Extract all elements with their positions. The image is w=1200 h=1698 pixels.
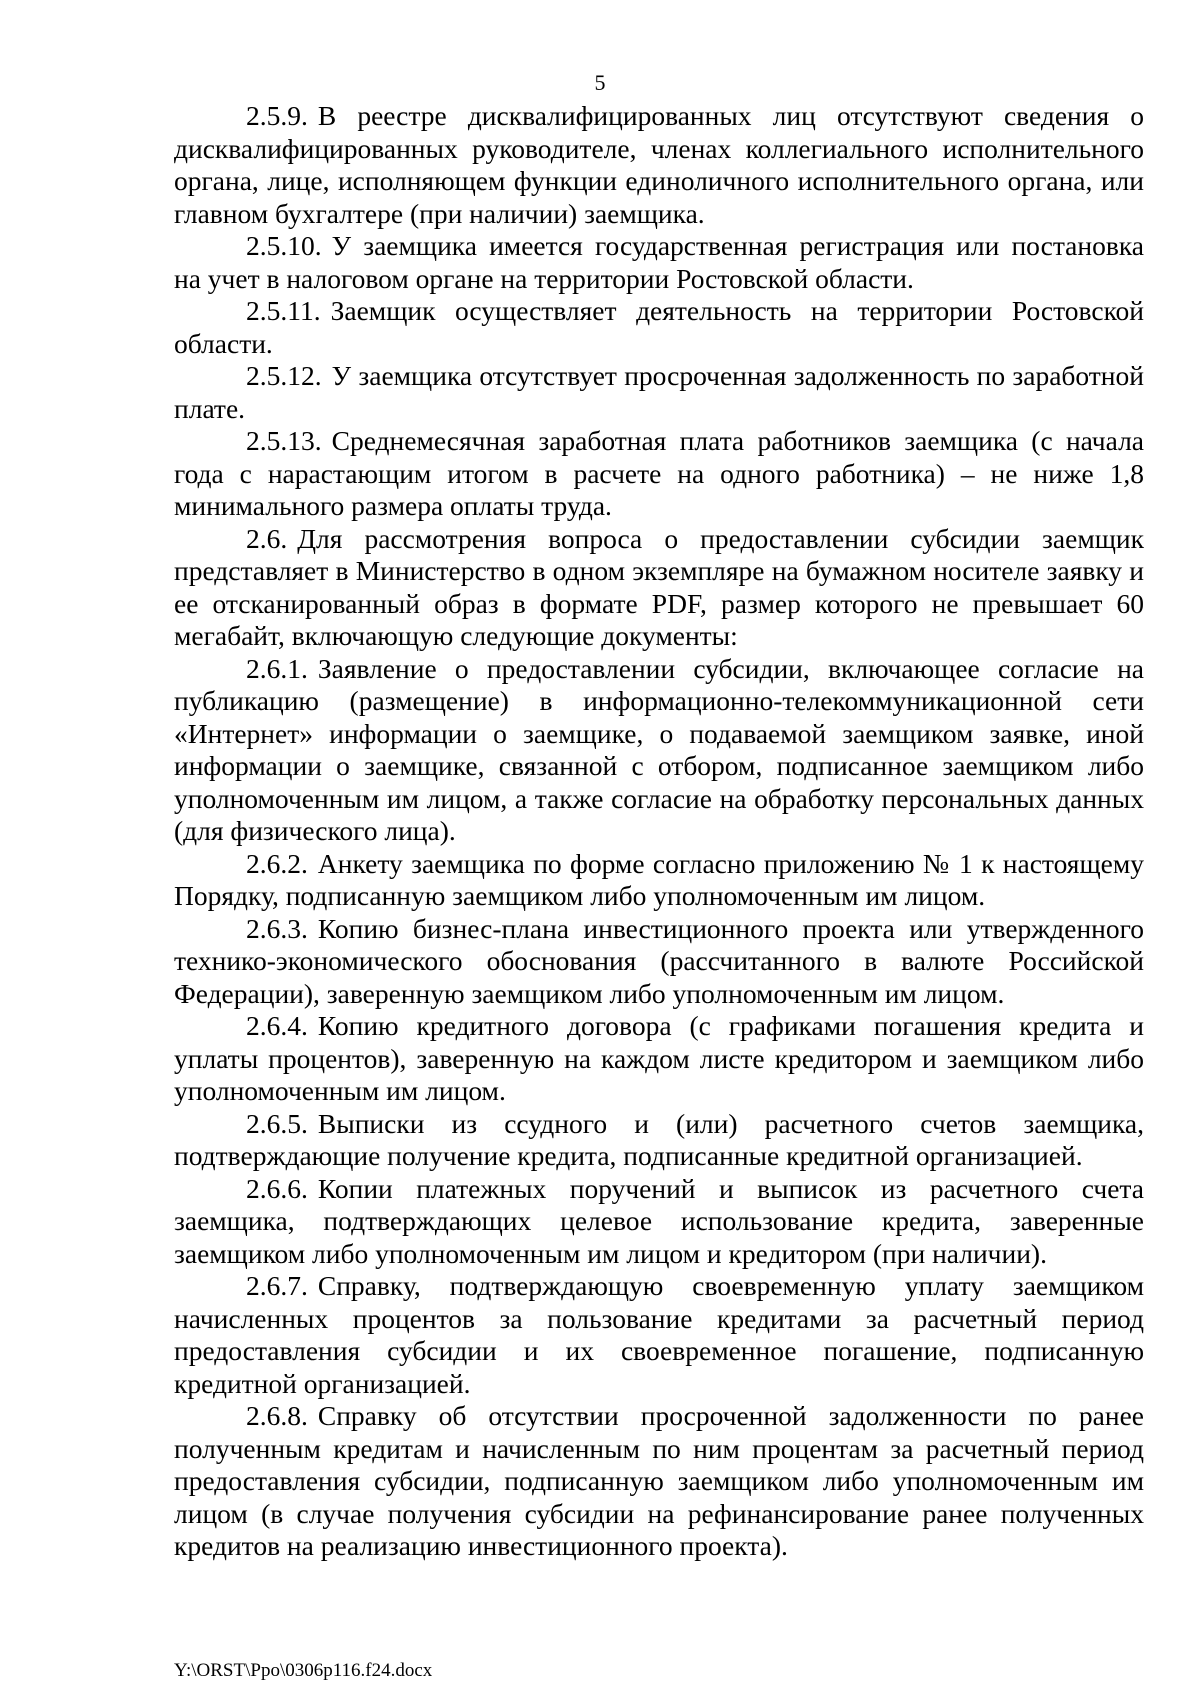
paragraph-text: Копию кредитного договора (с графиками погашения кредита и уплаты процентов), заверенную на каждом листе кредитором и заемщиком либо уполномоченным им лицом. <box>174 1010 1144 1106</box>
paragraph-2-6 <box>174 523 1144 653</box>
paragraph-2-6-2 <box>174 848 1144 913</box>
paragraph-number: 2.6.4. <box>246 1010 308 1041</box>
paragraph-text: Среднемесячная заработная плата работников заемщика (с начала года с нарастающим итогом в расчете на одного работника) – не ниже 1,8 минимального размера оплаты труда. <box>174 425 1144 521</box>
paragraph-text: Заявление о предоставлении субсидии, включающее согласие на публикацию (размещение) в информационно-телекоммуникационной сети «Интернет» информации о заемщике, о подаваемой заемщиком заявке, иной информации о заемщике, связанной с отбором, подписанное заемщиком либо уполномоченным им лицом, а также согласие на обработку персональных данных (для физического лица). <box>174 652 1144 846</box>
paragraph-number: 2.5.11. <box>246 295 321 326</box>
page-number: 5 <box>594 70 606 95</box>
paragraph-2-6-1 <box>174 653 1144 848</box>
paragraph-text: Для рассмотрения вопроса о предоставлении субсидии заемщик представляет в Министерство в одном экземпляре на бумажном носителе заявку и ее отсканированный образ в формате PDF, размер которого не превышает 60 мегабайт, включающую следующие документы: <box>174 522 1144 651</box>
paragraph-number: 2.6.1. <box>246 652 308 684</box>
paragraph-number: 2.6.5. <box>246 1107 308 1139</box>
paragraph-text: Справку об отсутствии просроченной задолженности по ранее полученным кредитам и начисленным по ним процентам за расчетный период предоставления субсидии, подписанную заемщиком либо уполномоченным им лицом (в случае получения субсидии на рефинансирование ранее полученных кредитов на реализацию инвестиционного проекта). <box>174 1400 1144 1561</box>
paragraph-2-6-4 <box>174 1010 1144 1108</box>
paragraph-number: 2.5.9. <box>246 100 308 131</box>
paragraph-number: 2.5.10. <box>246 230 322 261</box>
paragraph-number: 2.6.8. <box>246 1400 308 1431</box>
paragraph-2-5-9 <box>174 100 1144 230</box>
paragraph-text: Копии платежных поручений и выписок из расчетного счета заемщика, подтверждающих целевое использование кредита, заверенные заемщиком либо уполномоченным им лицом и кредитором (при наличии). <box>174 1172 1144 1269</box>
paragraph-number: 2.6.2. <box>246 847 308 879</box>
paragraph-2-6-6 <box>174 1173 1144 1271</box>
paragraph-text: У заемщика отсутствует просроченная задолженность по заработной плате. <box>174 360 1144 424</box>
paragraph-text: В реестре дисквалифицированных лиц отсутствуют сведения о дисквалифицированных руководителе, членах коллегиального исполнительного органа, лице, исполняющем функции единоличного исполнительного органа, или главном бухгалтере (при наличии) заемщика. <box>174 100 1144 229</box>
paragraph-text: Заемщик осуществляет деятельность на территории Ростовской области. <box>174 295 1144 359</box>
paragraph-2-5-10 <box>174 230 1144 295</box>
paragraph-text: Выписки из ссудного и (или) расчетного счетов заемщика, подтверждающие получение кредита, подписанные кредитной организацией. <box>174 1107 1144 1171</box>
paragraph-text: Копию бизнес-плана инвестиционного проекта или утвержденного технико-экономического обоснования (рассчитанного в валюте Российской Федерации), заверенную заемщиком либо уполномоченным им лицом. <box>174 912 1144 1009</box>
paragraph-text: Справку, подтверждающую своевременную уплату заемщиком начисленных процентов за пользование кредитами за расчетный период предоставления субсидии и их своевременное погашение, подписанную кредитной организацией. <box>174 1270 1144 1399</box>
paragraph-2-6-3 <box>174 913 1144 1011</box>
paragraph-number: 2.6.6. <box>246 1172 308 1204</box>
paragraph-2-6-8 <box>174 1400 1144 1563</box>
paragraph-number: 2.5.13. <box>246 425 322 456</box>
paragraph-number: 2.6. <box>246 522 288 554</box>
paragraph-text: Анкету заемщика по форме согласно приложению № 1 к настоящему Порядку, подписанную заемщиком либо уполномоченным им лицом. <box>174 847 1144 911</box>
paragraph-text: У заемщика имеется государственная регистрация или постановка на учет в налоговом органе на территории Ростовской области. <box>174 230 1144 294</box>
paragraph-2-5-13 <box>174 425 1144 523</box>
paragraph-number: 2.6.7. <box>246 1270 308 1301</box>
paragraph-2-6-7 <box>174 1270 1144 1400</box>
paragraph-number: 2.6.3. <box>246 912 308 944</box>
footer-file-path: Y:\ORST\Ppo\0306p116.f24.docx <box>174 1660 433 1681</box>
document-body <box>174 100 1144 1563</box>
paragraph-2-5-12 <box>174 360 1144 425</box>
paragraph-2-5-11 <box>174 295 1144 360</box>
paragraph-2-6-5 <box>174 1108 1144 1173</box>
paragraph-number: 2.5.12. <box>246 360 322 391</box>
